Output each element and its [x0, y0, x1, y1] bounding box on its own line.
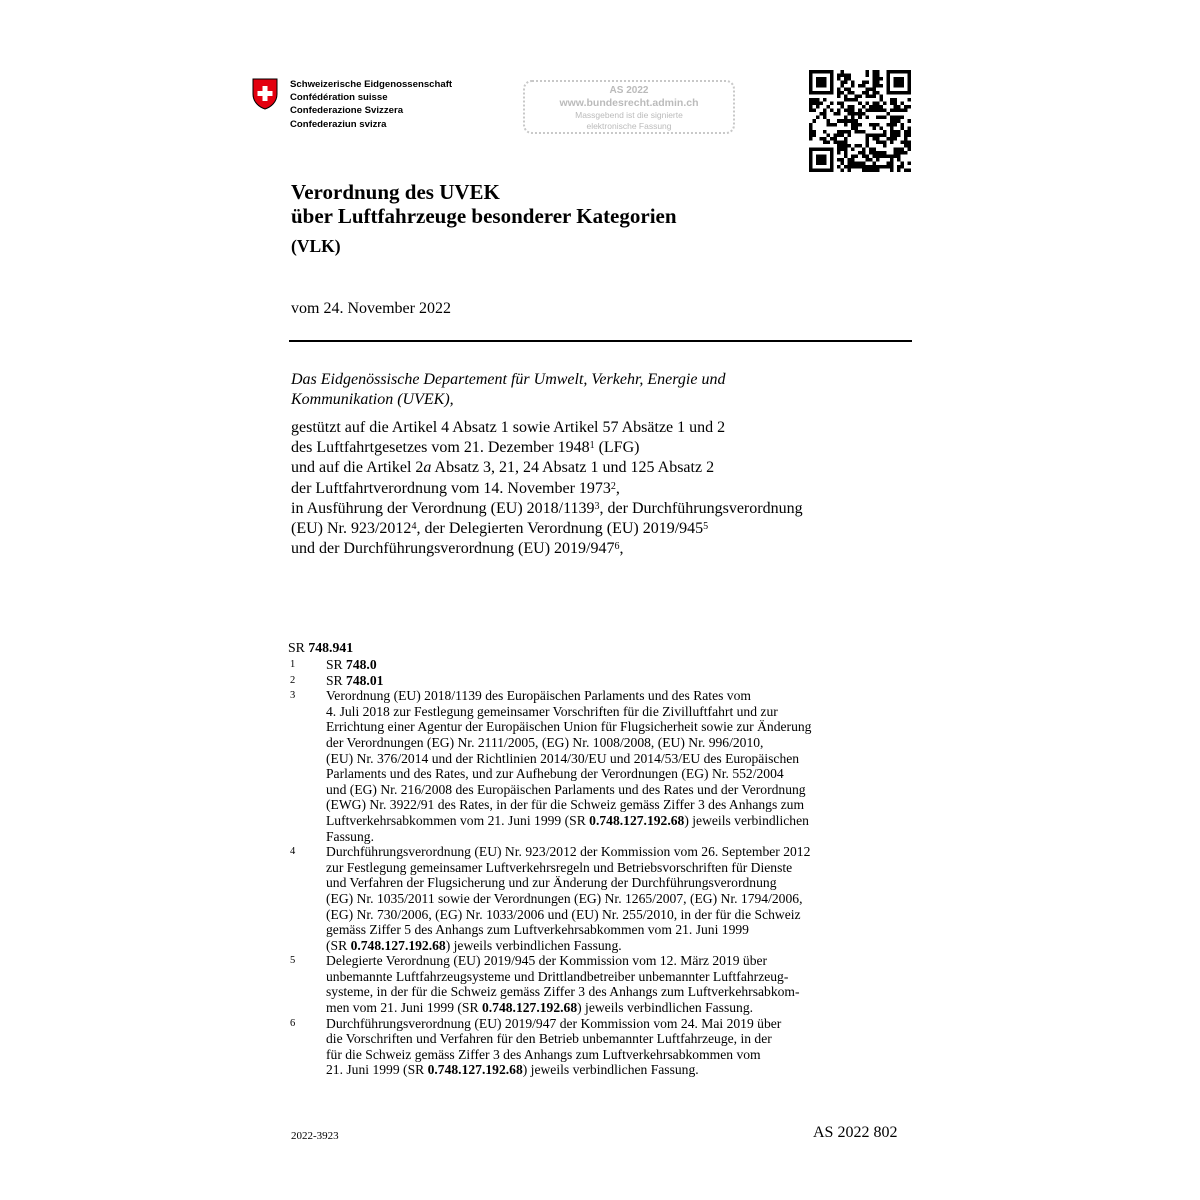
sr-number: [288, 640, 353, 656]
footnote-text: [326, 1016, 913, 1078]
footnote-text-run: Delegierte Verordnung (EU) 2019/945 der Kommission vom 12. März 2019 über unbemannte Luftfahrzeugsysteme und Drittlandbetreiber unbemannter Luftfahrzeug- systeme, in der für die Schweiz gemäss Ziffer 3 des Anhangs zum Luftverkehrsabkom- men vom 21. Juni 1999 (SR: [326, 953, 800, 1016]
issuer-line-2: Kommunikation (UVEK),: [291, 390, 454, 408]
preamble-text: (EU) Nr. 923/2012: [291, 520, 412, 538]
agency-name-fr: Confédération suisse: [290, 92, 388, 104]
footnote-ref-4[interactable]: 4: [411, 521, 417, 533]
official-collection-reference: AS 2022 802: [813, 1124, 898, 1141]
preamble-text: ,: [615, 479, 620, 497]
footnote-text-run: ) jeweils verbindlichen Fassung.: [326, 812, 809, 844]
preamble-line-3: [291, 458, 803, 478]
preamble-text: , der Delegierten Verordnung (EU) 2019/945: [416, 520, 704, 538]
footnote-4: [288, 844, 913, 953]
stamp-line-4: elektronische Fassung: [586, 121, 672, 131]
sr-reference: 748.0: [346, 657, 377, 672]
document-date: vom 24. November 2022: [291, 300, 451, 317]
preamble-text: , der Durchführungsverordnung: [599, 499, 803, 517]
preamble-line-1: [291, 418, 803, 438]
qr-code-icon: [809, 70, 911, 172]
footnote-number: 4: [290, 846, 296, 858]
footnote-ref-5[interactable]: 5: [703, 521, 709, 533]
preamble-line-2: [291, 438, 803, 458]
preamble-italic-letter: a: [423, 459, 432, 477]
footnote-2: [288, 673, 913, 689]
footnote-text-run: ) jeweils verbindlichen Fassung.: [522, 1062, 699, 1078]
preamble-text: (LFG): [594, 439, 640, 457]
footnote-number: 5: [290, 955, 296, 967]
footnotes-list: [288, 657, 913, 1078]
footnote-number: 3: [290, 690, 296, 702]
sr-reference: 0.748.127.192.68: [481, 1000, 578, 1016]
agency-name-rm: Confederaziun svizra: [290, 118, 387, 130]
preamble-text: ,: [619, 540, 624, 558]
official-publication-stamp: [523, 80, 735, 134]
preamble-line-5: [291, 499, 803, 519]
agency-name-de: Schweizerische Eidgenossenschaft: [290, 79, 453, 90]
title-line-2: über Luftfahrzeuge besonderer Kategorien: [291, 204, 677, 228]
preamble-line-7: [291, 539, 803, 559]
footnote-text-run: SR: [326, 657, 347, 672]
document-title: [291, 180, 677, 258]
title-divider: [289, 340, 912, 342]
footnote-text-run: ) jeweils verbindlichen Fassung.: [445, 937, 622, 953]
issuer-line-1: Das Eidgenössische Departement für Umwelt, Verkehr, Energie und: [291, 371, 726, 388]
footnote-text-run: Durchführungsverordnung (EU) Nr. 923/2012 der Kommission vom 26. September 2012 zur Festlegung gemeinsamer Luftverkehrsregeln und Betriebsvorschriften für Dienste und Verfahren der Flugsicherung und zur Änderung der Durchführungsverordnung (EG) Nr. 1035/2011 sowie der Verordnungen (EG) Nr. 1265/2007, (EG) Nr. 1794/2006, (EG) Nr. 730/2006, (EG) Nr. 1033/2006 und (EU) Nr. 255/2010, in der für die Schweiz gemäss Ziffer 5 des Anhangs zum Luftverkehrsabkommen vom 21. Juni 1999 (SR: [326, 844, 811, 953]
footnote-text: [326, 844, 913, 953]
preamble-text: Absatz 3, 21, 24 Absatz 1 und 125 Absatz 2: [431, 459, 715, 477]
issuing-authority: [291, 370, 725, 409]
footnote-text-run: Verordnung (EU) 2018/1139 des Europäischen Parlaments und des Rates vom 4. Juli 2018 zur Festlegung gemeinsamer Vorschriften für die Zivilluftfahrt und zur Errichtung einer Agentur der Europäischen Union für Flugsicherheit sowie zur Änderung der Verordnungen (EG) Nr. 2111/2005, (EG) Nr. 1008/2008, (EU) Nr. 996/2010, (EU) Nr. 376/2014 und der Richtlinien 2014/30/EU und 2014/53/EU des Europäischen Parlaments und des Rates, und zur Aufhebung der Verordnungen (EG) Nr. 552/2004 und (EG) Nr. 216/2008 des Europäischen Parlaments und des Rates und der Verordnung (EWG) Nr. 3922/91 des Rates, in der für die Schweiz gemäss Ziffer 3 des Anhangs zum Luftverkehrsabkommen vom 21. Juni 1999 (SR: [326, 688, 812, 828]
footnote-ref-6[interactable]: 6: [614, 541, 620, 553]
footnote-text: [326, 657, 913, 673]
footnote-ref-3[interactable]: 3: [594, 500, 600, 512]
footnote-number: 1: [290, 659, 296, 670]
sr-reference: 748.01: [346, 672, 384, 688]
footnote-5: [288, 953, 913, 1015]
preamble-line-4: [291, 479, 803, 499]
footnote-number: 6: [290, 1017, 296, 1029]
stamp-url[interactable]: www.bundesrecht.admin.ch: [559, 97, 699, 109]
title-abbreviation: (VLK): [291, 236, 341, 256]
preamble-line-6: [291, 519, 803, 539]
footnote-ref-2[interactable]: 2: [610, 480, 616, 492]
sr-value: 748.941: [308, 640, 354, 655]
stamp-line-1: AS 2022: [609, 85, 649, 96]
preamble-text: gestützt auf die Artikel 4 Absatz 1 sowie Artikel 57 Absätze 1 und 2: [291, 419, 726, 436]
footnote-text-run: ) jeweils verbindlichen Fassung.: [577, 1000, 754, 1016]
footnote-ref-1[interactable]: 1: [589, 440, 595, 452]
title-line-1: Verordnung des UVEK: [291, 180, 500, 204]
footnote-text: [326, 953, 913, 1015]
footnote-text-run: Durchführungsverordnung (EU) 2019/947 der Kommission vom 24. Mai 2019 über die Vorschriften und Verfahren für den Betrieb unbemannter Luftfahrzeuge, in der für die Schweiz gemäss Ziffer 3 des Anhangs zum Luftverkehrsabkommen vom 21. Juni 1999 (SR: [326, 1015, 782, 1078]
footnote-6: [288, 1016, 913, 1078]
preamble-text: und auf die Artikel 2: [291, 459, 424, 477]
preamble-text: und der Durchführungsverordnung (EU) 2019/947: [291, 540, 615, 558]
footnote-text: [326, 673, 913, 689]
sr-reference: 0.748.127.192.68: [589, 812, 685, 828]
preamble: [291, 418, 803, 559]
footnote-1: [288, 657, 913, 673]
sr-reference: 0.748.127.192.68: [350, 937, 446, 953]
footnote-text: [326, 688, 913, 844]
sr-reference: 0.748.127.192.68: [427, 1062, 523, 1078]
agency-name-it: Confederazione Svizzera: [290, 105, 404, 117]
footnote-text-run: SR: [326, 672, 347, 688]
footnote-3: [288, 688, 913, 844]
sr-prefix: SR: [288, 640, 309, 655]
footnote-number: 2: [290, 674, 296, 686]
preamble-text: in Ausführung der Verordnung (EU) 2018/1139: [291, 499, 595, 517]
document-number: 2022-3923: [291, 1130, 339, 1142]
preamble-text: des Luftfahrtgesetzes vom 21. Dezember 1948: [291, 439, 590, 457]
swiss-crest-icon: [252, 78, 278, 110]
stamp-line-3: Massgebend ist die signierte: [575, 110, 683, 120]
preamble-text: der Luftfahrtverordnung vom 14. November 1973: [291, 479, 611, 497]
agency-name-block: [290, 78, 452, 131]
